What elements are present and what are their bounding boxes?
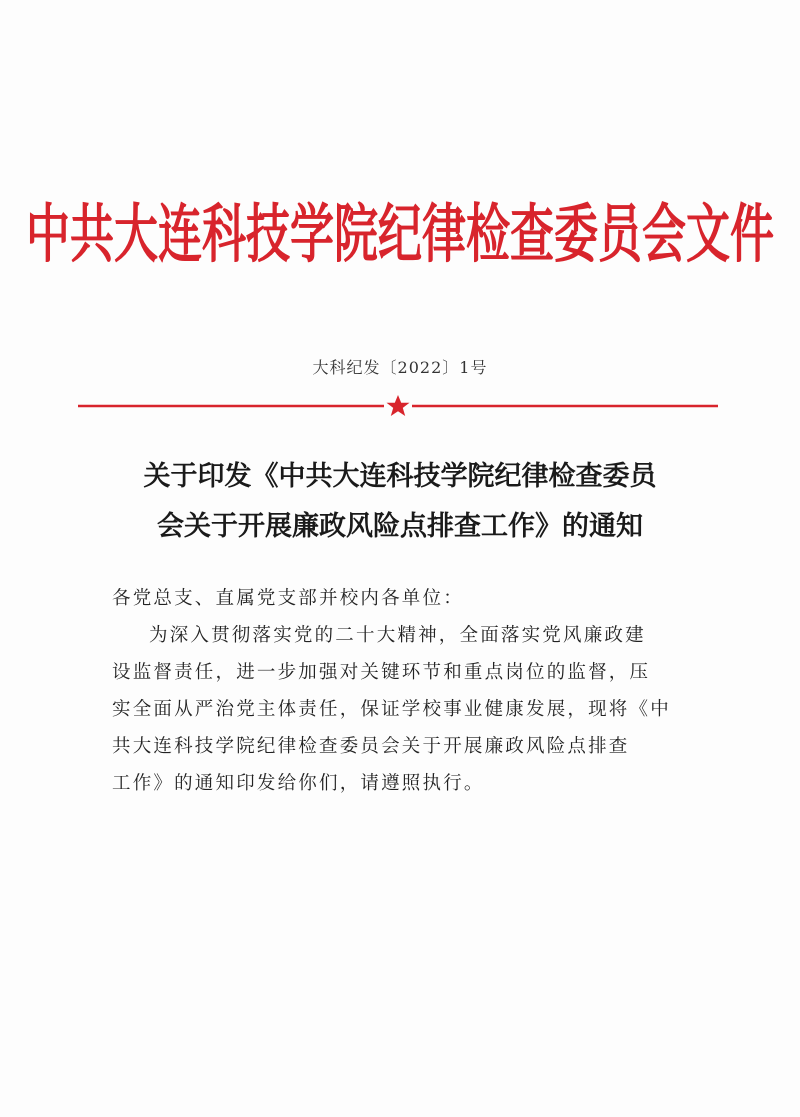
notice-body	[112, 580, 692, 802]
title-line-1: 关于印发《中共大连科技学院纪律检查委员	[143, 461, 657, 492]
title-line-2: 会关于开展廉政风险点排查工作》的通知	[157, 511, 643, 542]
body-line: 共大连科技学院纪律检查委员会关于开展廉政风险点排查	[112, 736, 630, 757]
red-divider	[78, 394, 718, 418]
body-line: 工作》的通知印发给你们，请遵照执行。	[112, 773, 485, 794]
star-icon	[387, 395, 410, 416]
body-line: 为深入贯彻落实党的二十大精神，全面落实党风廉政建	[149, 625, 646, 646]
body-line: 实全面从严治党主体责任，保证学校事业健康发展，现将《中	[112, 699, 671, 720]
document-number: 大科纪发〔2022〕1号	[312, 358, 488, 377]
body-line: 设监督责任，进一步加强对关键环节和重点岗位的监督，压	[112, 662, 651, 683]
red-header-title: 中共大连科技学院纪律检查委员会文件	[26, 197, 774, 272]
notice-title	[80, 452, 720, 552]
salutation: 各党总支、直属党支部并校内各单位：	[112, 588, 464, 609]
